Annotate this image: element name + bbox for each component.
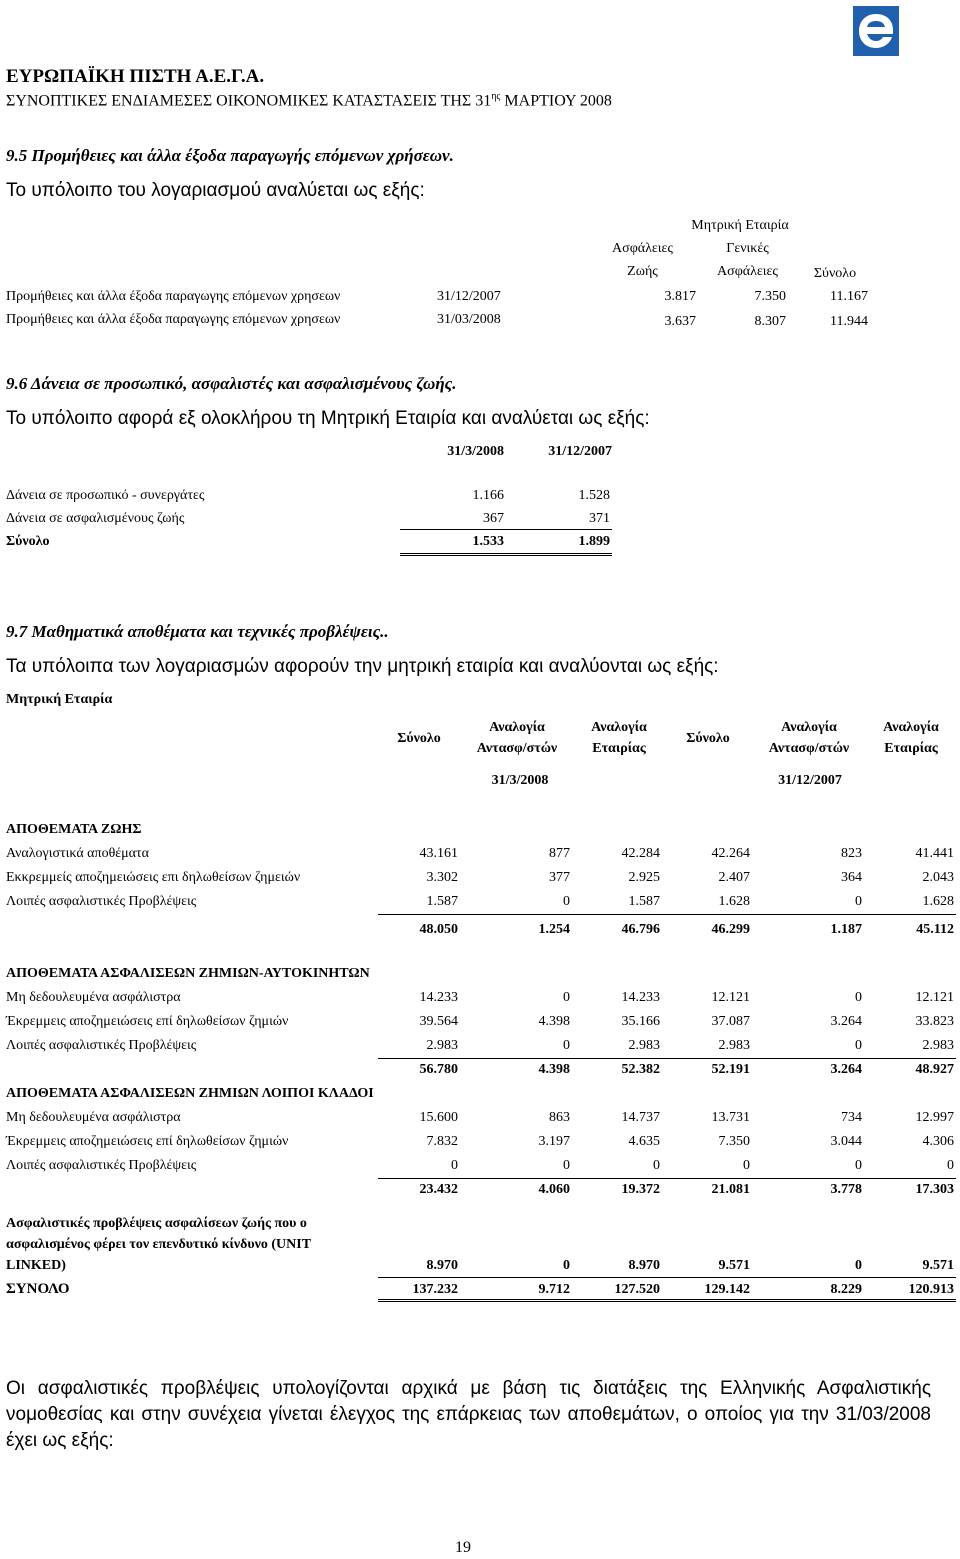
- grand-total-row-cell-6: 120.913: [908, 1282, 954, 1297]
- unit-linked-label-1: Ασφαλιστικές προβλέψεις ασφαλίσεων ζωής που ο: [6, 1216, 307, 1231]
- col-general-header: Γενικές: [726, 241, 769, 256]
- cell-general: 8.307: [754, 314, 786, 329]
- closing-paragraph: Οι ασφαλιστικές προβλέψεις υπολογίζονται αρχικά με βάση τις διατάξεις της Ελληνικής Ασφαλιστικής νομοθεσίας και στην συνέχεια γίνεται έλεγχος της επάρκειας των αποθεμάτων, ο οποίος για την 31/03/2008 έχει ως εξής:: [6, 1378, 931, 1451]
- table-row-cell-5: 0: [855, 894, 862, 909]
- table-row-cell-2: 3.197: [538, 1134, 570, 1149]
- table-row-cell-2: 863: [549, 1110, 570, 1125]
- table-row-cell-6: 1.628: [922, 894, 954, 909]
- subtotal-row-cell-5: 3.264: [830, 1062, 862, 1077]
- table-row-cell-1: 39.564: [419, 1014, 458, 1029]
- unit-linked-row-cell-2: 0: [563, 1258, 570, 1273]
- cell-2007: 371: [589, 511, 610, 526]
- table-row-cell-5: 364: [841, 870, 862, 885]
- row-label: Σύνολο: [6, 534, 50, 549]
- table-row-cell-1: 1.587: [426, 894, 458, 909]
- s96-subtotal-rule: [400, 529, 612, 530]
- cell-2007: 1.528: [578, 488, 610, 503]
- subtotal-row-cell-6: 17.303: [915, 1182, 954, 1197]
- col-company-2007: Αναλογία: [883, 720, 939, 735]
- unit-linked-row-cell-3: 8.970: [628, 1258, 660, 1273]
- group-title: ΑΠΟΘΕΜΑΤΑ ΖΩΗΣ: [6, 822, 142, 837]
- table-row-label: Λοιπές ασφαλιστικές Προβλέψεις: [6, 894, 197, 909]
- table-row-cell-6: 4.306: [922, 1134, 954, 1149]
- col-total-2008: Σύνολο: [397, 731, 441, 746]
- subtotal-rule: [378, 914, 956, 915]
- cell-general: 7.350: [754, 289, 786, 304]
- table-row-label: Αναλογιστικά αποθέματα: [6, 846, 149, 861]
- subtotal-row-cell-4: 46.299: [711, 922, 750, 937]
- subtotal-row-cell-2: 4.060: [538, 1182, 570, 1197]
- table-row-cell-3: 0: [653, 1158, 660, 1173]
- table-row-cell-1: 3.302: [426, 870, 458, 885]
- table-row-cell-3: 1.587: [628, 894, 660, 909]
- table-row-cell-5: 734: [841, 1110, 862, 1125]
- table-row-cell-6: 12.997: [915, 1110, 954, 1125]
- subtotal-row-cell-6: 48.927: [915, 1062, 954, 1077]
- row-label: Δάνεια σε προσωπικό - συνεργάτες: [6, 488, 205, 503]
- unit-linked-row-cell-1: 8.970: [426, 1258, 458, 1273]
- table-row-cell-4: 2.983: [718, 1038, 750, 1053]
- table-row-cell-3: 35.166: [621, 1014, 660, 1029]
- grand-total-label: ΣΥΝΟΛΟ: [6, 1281, 70, 1297]
- company-name: ΕΥΡΩΠΑΪΚΗ ΠΙΣΤΗ Α.Ε.Γ.Α.: [6, 66, 265, 87]
- table-row-cell-5: 0: [855, 990, 862, 1005]
- section-9-5-intro: Το υπόλοιπο του λογαριασμού αναλύεται ως εξής:: [6, 180, 425, 201]
- unit-linked-label-2: ασφαλισμένος φέρει τον επενδυτικό κίνδυνο (UNIT: [6, 1237, 312, 1252]
- unit-linked-label-3: LINKED): [6, 1258, 66, 1273]
- table-row-label: Μη δεδουλευμένα ασφάλιστρα: [6, 1110, 181, 1125]
- table-row-label: Έκρεμμεις αποζημειώσεις επί δηλωθείσων ζημιών: [6, 1134, 289, 1149]
- date-2008: 31/3/2008: [491, 773, 549, 788]
- table-row-cell-6: 0: [947, 1158, 954, 1173]
- subtotal-row-cell-1: 56.780: [419, 1062, 458, 1077]
- table-row-cell-1: 7.832: [426, 1134, 458, 1149]
- table-row-label: Λοιπές ασφαλιστικές Προβλέψεις: [6, 1038, 197, 1053]
- table-row-cell-6: 41.441: [915, 846, 954, 861]
- table-row-cell-3: 14.233: [621, 990, 660, 1005]
- unit-linked-row-cell-4: 9.571: [718, 1258, 750, 1273]
- grand-total-row-cell-5: 8.229: [830, 1282, 862, 1297]
- subtotal-row-cell-1: 48.050: [419, 922, 458, 937]
- group-title: ΑΠΟΘΕΜΑΤΑ ΑΣΦΑΛΙΣΕΩΝ ΖΗΜΙΩΝ ΛΟΙΠΟΙ ΚΛΑΔΟΙ: [6, 1086, 374, 1101]
- table-row-cell-4: 12.121: [711, 990, 750, 1005]
- subtotal-row-cell-2: 1.254: [538, 922, 570, 937]
- table-row-cell-2: 877: [549, 846, 570, 861]
- grand-total-row-cell-3: 127.520: [614, 1282, 660, 1297]
- cell-2008: 1.166: [472, 488, 504, 503]
- table-row-cell-1: 2.983: [426, 1038, 458, 1053]
- table-row-cell-6: 2.043: [922, 870, 954, 885]
- table-row-cell-5: 823: [841, 846, 862, 861]
- subtotal-row-cell-5: 3.778: [830, 1182, 862, 1197]
- table-row-label: Μη δεδουλευμένα ασφάλιστρα: [6, 990, 181, 1005]
- col-total-header: Σύνολο: [813, 266, 857, 281]
- col-reins-2007-b: Αντασφ/στών: [768, 741, 850, 756]
- row-label: Προμήθειες και άλλα έξοδα παραγωγης επόμενων χρησεων: [6, 289, 341, 304]
- col-company-2008: Αναλογία: [591, 720, 647, 735]
- subtotal-row-cell-4: 21.081: [711, 1182, 750, 1197]
- subtotal-row-cell-3: 46.796: [621, 922, 660, 937]
- table-row-cell-4: 7.350: [718, 1134, 750, 1149]
- table-row-label: Εκκρεμμείς αποζημειώσεις επι δηλωθείσων ζημειών: [6, 870, 301, 885]
- col-total-2007: Σύνολο: [686, 731, 730, 746]
- table-row-cell-2: 0: [563, 1038, 570, 1053]
- group-header: Μητρική Εταιρία: [691, 218, 789, 233]
- table-row-cell-5: 0: [855, 1158, 862, 1173]
- cell-total: 11.944: [830, 314, 868, 329]
- col-life-header: Ασφάλειες: [612, 241, 673, 256]
- table-row-cell-4: 37.087: [711, 1014, 750, 1029]
- group-title: ΑΠΟΘΕΜΑΤΑ ΑΣΦΑΛΙΣΕΩΝ ΖΗΜΙΩΝ-ΑΥΤΟΚΙΝΗΤΩΝ: [6, 966, 370, 981]
- row-date: 31/12/2007: [437, 289, 501, 304]
- table-row-label: Λοιπές ασφαλιστικές Προβλέψεις: [6, 1158, 197, 1173]
- cell-life: 3.637: [664, 314, 696, 329]
- col-company-2007-b: Εταιρίας: [884, 741, 938, 756]
- table-row-cell-2: 0: [563, 1158, 570, 1173]
- unit-linked-rule: [378, 1277, 956, 1278]
- table-row-cell-4: 2.407: [718, 870, 750, 885]
- grand-total-row-cell-4: 129.142: [704, 1282, 750, 1297]
- table-row-cell-6: 33.823: [915, 1014, 954, 1029]
- cell-total: 11.167: [830, 289, 868, 304]
- grand-total-rule: [378, 1299, 956, 1302]
- table-row-cell-5: 0: [855, 1038, 862, 1053]
- table-row-cell-4: 42.264: [711, 846, 750, 861]
- col-reins-2008-b: Αντασφ/στών: [476, 741, 558, 756]
- subtotal-row-cell-5: 1.187: [830, 922, 862, 937]
- company-logo: [853, 6, 899, 56]
- table-row-cell-1: 14.233: [419, 990, 458, 1005]
- table-row-cell-3: 14.737: [621, 1110, 660, 1125]
- table-row-cell-4: 0: [743, 1158, 750, 1173]
- cell-2008: 367: [483, 511, 504, 526]
- unit-linked-row-cell-5: 0: [855, 1258, 862, 1273]
- date-2007: 31/12/2007: [778, 773, 842, 788]
- table-row-cell-3: 4.635: [628, 1134, 660, 1149]
- subtotal-row-cell-2: 4.398: [538, 1062, 570, 1077]
- cell-life: 3.817: [664, 289, 696, 304]
- table-row-label: Έκρεμμεις αποζημειώσεις επί δηλωθείσων ζημιών: [6, 1014, 289, 1029]
- col-general-header-2: Ασφάλειες: [717, 264, 778, 279]
- subtotal-rule: [378, 1178, 956, 1179]
- table-row-cell-2: 0: [563, 990, 570, 1005]
- table-row-cell-6: 2.983: [922, 1038, 954, 1053]
- subtotal-row-cell-4: 52.191: [711, 1062, 750, 1077]
- section-9-6-intro: Το υπόλοιπο αφορά εξ ολοκλήρου τη Μητρική Εταιρία και αναλύεται ως εξής:: [6, 408, 650, 429]
- cell-2007: 1.899: [578, 534, 610, 549]
- table-row-cell-3: 2.925: [628, 870, 660, 885]
- col-reins-2008: Αναλογία: [489, 720, 545, 735]
- table-row-cell-4: 13.731: [711, 1110, 750, 1125]
- subtotal-rule: [378, 1058, 956, 1059]
- s96-total-rule: [400, 553, 612, 556]
- row-label: Δάνεια σε ασφαλισμένους ζωής: [6, 511, 185, 526]
- page-number: 19: [455, 1539, 471, 1556]
- entity-label: Μητρική Εταιρία: [6, 692, 113, 707]
- section-9-6-heading: 9.6 Δάνεια σε προσωπικό, ασφαλιστές και ασφαλισμένους ζωής.: [6, 374, 457, 393]
- report-subtitle: ΣΥΝΟΠΤΙΚΕΣ ΕΝΔΙΑΜΕΣΕΣ ΟΙΚΟΝΟΜΙΚΕΣ ΚΑΤΑΣΤΑΣΕΙΣ ΤΗΣ $31^{\eta\varsigma}$ ΜΑΡΤΙΟΥ 2008: [6, 91, 612, 110]
- cell-2008: 1.533: [472, 534, 504, 549]
- row-label: Προμήθειες και άλλα έξοδα παραγωγης επόμενων χρησεων: [6, 312, 341, 327]
- subtotal-row-cell-1: 23.432: [419, 1182, 458, 1197]
- section-9-5-heading: 9.5 Προμήθειες και άλλα έξοδα παραγωγής επόμενων χρήσεων.: [6, 146, 454, 165]
- col-company-2008-b: Εταιρίας: [592, 741, 646, 756]
- table-row-cell-1: 43.161: [419, 846, 458, 861]
- subtotal-row-cell-3: 19.372: [621, 1182, 660, 1197]
- table-row-cell-6: 12.121: [915, 990, 954, 1005]
- table-row-cell-3: 42.284: [621, 846, 660, 861]
- subtotal-row-cell-3: 52.382: [621, 1062, 660, 1077]
- table-row-cell-2: 4.398: [538, 1014, 570, 1029]
- table-row-cell-5: 3.264: [830, 1014, 862, 1029]
- section-9-7-intro: Τα υπόλοιπα των λογαριασμών αφορούν την μητρική εταιρία και αναλύονται ως εξής:: [6, 656, 719, 677]
- s96-col-2008: 31/3/2008: [447, 444, 504, 459]
- table-row-cell-2: 377: [549, 870, 570, 885]
- col-life-header-2: Ζωής: [627, 264, 658, 279]
- col-reins-2007: Αναλογία: [781, 720, 837, 735]
- table-row-cell-5: 3.044: [830, 1134, 862, 1149]
- table-row-cell-2: 0: [563, 894, 570, 909]
- table-row-cell-1: 15.600: [419, 1110, 458, 1125]
- section-9-7-heading: 9.7 Μαθηματικά αποθέματα και τεχνικές προβλέψεις..: [6, 622, 389, 641]
- grand-total-row-cell-2: 9.712: [538, 1282, 570, 1297]
- table-row-cell-3: 2.983: [628, 1038, 660, 1053]
- unit-linked-row-cell-6: 9.571: [922, 1258, 954, 1273]
- grand-total-row-cell-1: 137.232: [412, 1282, 458, 1297]
- table-row-cell-4: 1.628: [718, 894, 750, 909]
- table-row-cell-1: 0: [451, 1158, 458, 1173]
- row-date: 31/03/2008: [437, 312, 501, 327]
- s96-col-2007: 31/12/2007: [548, 444, 612, 459]
- subtotal-row-cell-6: 45.112: [916, 922, 954, 937]
